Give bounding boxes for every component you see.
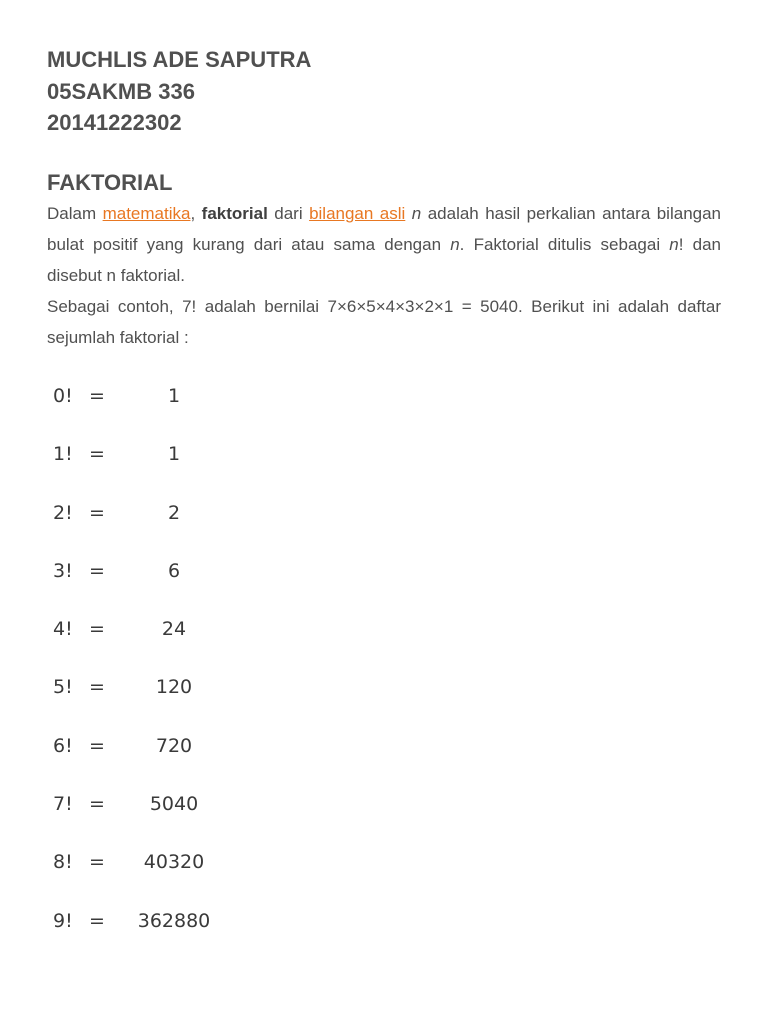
factorial-value: 6 xyxy=(167,559,181,582)
equals-sign: = xyxy=(89,793,105,816)
document-page xyxy=(47,44,721,353)
factorial-n: 6! xyxy=(53,734,73,757)
factorial-n: 1! xyxy=(53,443,73,466)
equals-sign: = xyxy=(89,676,105,699)
factorial-n: 2! xyxy=(53,501,73,524)
factorial-row xyxy=(53,436,353,494)
factorial-n: 5! xyxy=(53,676,73,699)
intro-paragraph xyxy=(47,198,721,291)
equals-sign: = xyxy=(89,851,105,874)
intro-text: dari xyxy=(267,203,310,223)
factorial-row xyxy=(53,786,353,844)
intro-text: Dalam xyxy=(47,203,103,223)
factorial-row xyxy=(53,669,353,727)
factorial-row xyxy=(53,844,353,902)
factorial-value: 1 xyxy=(167,443,181,466)
section-title: FAKTORIAL xyxy=(47,169,173,195)
equals-sign: = xyxy=(89,385,105,407)
bilangan-asli-link[interactable]: bilangan asli xyxy=(309,203,406,223)
factorial-value: 720 xyxy=(155,734,193,757)
factorial-value: 24 xyxy=(161,618,187,641)
equals-sign: = xyxy=(89,909,105,932)
equals-sign: = xyxy=(89,559,105,582)
factorial-n: 8! xyxy=(53,851,73,874)
factorial-value: 362880 xyxy=(137,909,211,932)
faktorial-term: faktorial xyxy=(201,203,268,223)
intro-text: ! dan disebut n faktorial. xyxy=(47,234,721,285)
factorial-value: 1 xyxy=(167,385,181,407)
factorial-n: 4! xyxy=(53,618,73,641)
class-code: 05SAKMB 336 xyxy=(47,78,195,104)
factorial-row xyxy=(53,378,353,436)
factorial-value: 120 xyxy=(155,676,193,699)
intro-text: , xyxy=(190,203,202,223)
equals-sign: = xyxy=(89,501,105,524)
factorial-value: 40320 xyxy=(143,851,205,874)
factorial-row xyxy=(53,495,353,553)
factorial-row xyxy=(53,553,353,611)
factorial-value: 5040 xyxy=(149,793,199,816)
factorial-row xyxy=(53,728,353,786)
variable-n: n xyxy=(450,234,460,254)
factorial-row xyxy=(53,611,353,669)
factorial-value: 2 xyxy=(167,501,181,524)
factorial-n: 9! xyxy=(53,909,73,932)
factorial-list xyxy=(53,378,353,961)
matematika-link[interactable]: matematika xyxy=(102,203,191,223)
intro-text: adalah hasil perkalian antara bilangan bulat positif yang kurang dari atau sama dengan xyxy=(47,203,722,254)
equals-sign: = xyxy=(89,618,105,641)
equals-sign: = xyxy=(89,734,105,757)
variable-n: n xyxy=(411,203,422,223)
equals-sign: = xyxy=(89,443,105,466)
factorial-row xyxy=(53,903,353,961)
author-name: MUCHLIS ADE SAPUTRA xyxy=(47,47,312,72)
example-paragraph: Sebagai contoh, 7! adalah bernilai 7×6×5×4×3×2×1 = 5040. Berikut ini adalah daftar sejumlah faktorial : xyxy=(47,296,721,347)
factorial-n: 7! xyxy=(53,793,73,816)
variable-n: n xyxy=(669,234,679,254)
student-id: 20141222302 xyxy=(47,110,182,135)
factorial-n: 0! xyxy=(53,385,73,407)
intro-text: . Faktorial ditulis sebagai xyxy=(459,234,670,254)
factorial-n: 3! xyxy=(53,559,73,582)
